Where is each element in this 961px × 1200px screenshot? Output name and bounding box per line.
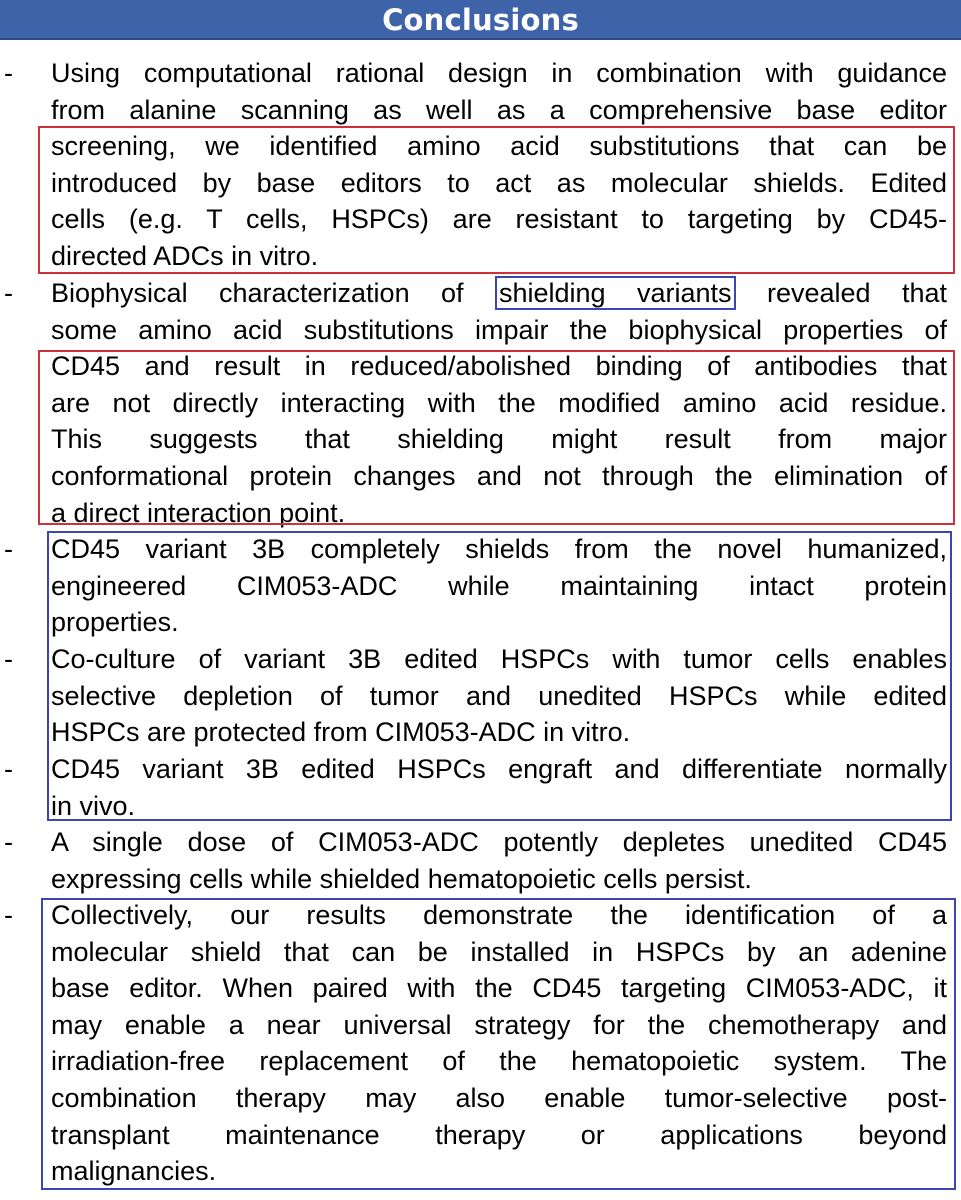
text-line: combination therapy may also enable tumor-selective post- [51, 1082, 947, 1113]
conclusion-text [51, 751, 947, 824]
text-line: selective depletion of tumor and unedited HSPCs while edited [51, 680, 947, 711]
text-line: A single dose of CIM053-ADC potently depletes unedited CD45 [51, 827, 947, 857]
text-line: directed ADCs in vitro. [51, 240, 319, 271]
text-line: Co-culture of variant 3B edited HSPCs with tumor cells enables [51, 644, 947, 674]
conclusion-text [51, 824, 947, 897]
text-line: screening, we identified amino acid substitutions that can be [51, 131, 947, 162]
bullet-dash: - [4, 278, 13, 308]
conclusion-text [51, 897, 947, 1190]
bullet-dash: - [4, 58, 13, 88]
text-line: Using computational rational design in combination with guidance [51, 58, 947, 88]
text-segment: Biophysical characterization of [51, 278, 464, 308]
text-line: CD45 variant 3B edited HSPCs engraft and differentiate normally [51, 754, 947, 784]
text-line: base editor. When paired with the CD45 targeting CIM053-ADC, it [51, 973, 947, 1004]
text-line: conformational protein changes and not through the elimination of [51, 460, 947, 491]
bullet-dash: - [4, 827, 13, 857]
text-line: from alanine scanning as well as a comprehensive base editor [51, 94, 947, 125]
shielding-variants-highlight: shielding variants [495, 276, 736, 310]
bullet-dash: - [4, 754, 13, 784]
text-line: a direct interaction point. [51, 497, 346, 528]
text-line: molecular shield that can be installed in HSPCs by an adenine [51, 936, 947, 967]
conclusion-text [51, 55, 947, 275]
conclusion-text [51, 641, 947, 751]
text-line: irradiation-free replacement of the hematopoietic system. The [51, 1046, 947, 1077]
text-line: malignancies. [51, 1156, 217, 1187]
text-line: may enable a near universal strategy for the chemotherapy and [51, 1009, 947, 1040]
conclusion-text [51, 275, 947, 531]
text-line: some amino acid substitutions impair the biophysical properties of [51, 314, 947, 345]
text-line: This suggests that shielding might result from major [51, 424, 947, 455]
text-line: expressing cells while shielded hematopoietic cells persist. [51, 863, 752, 894]
text-line: cells (e.g. T cells, HSPCs) are resistant to targeting by CD45- [51, 204, 947, 235]
text-line: properties. [51, 607, 179, 638]
text-line: CD45 and result in reduced/abolished binding of antibodies that [51, 351, 947, 382]
text-line: in vivo. [51, 790, 136, 821]
text-line [51, 275, 947, 312]
conclusion-text [51, 531, 947, 641]
bullet-dash: - [4, 900, 13, 930]
text-line: CD45 variant 3B completely shields from the novel humanized, [51, 534, 947, 564]
text-line: are not directly interacting with the modified amino acid residue. [51, 387, 947, 418]
bullet-dash: - [4, 644, 13, 674]
text-line: Collectively, our results demonstrate the identification of a [51, 900, 947, 930]
bullet-dash: - [4, 534, 13, 564]
header-title: Conclusions [382, 3, 579, 37]
text-line: transplant maintenance therapy or applications beyond [51, 1119, 947, 1150]
text-line: introduced by base editors to act as molecular shields. Edited [51, 167, 947, 198]
text-line: HSPCs are protected from CIM053-ADC in vitro. [51, 717, 631, 748]
conclusions-header [0, 0, 961, 40]
text-line: engineered CIM053-ADC while maintaining intact protein [51, 570, 947, 601]
text-segment: revealed that [766, 278, 948, 308]
